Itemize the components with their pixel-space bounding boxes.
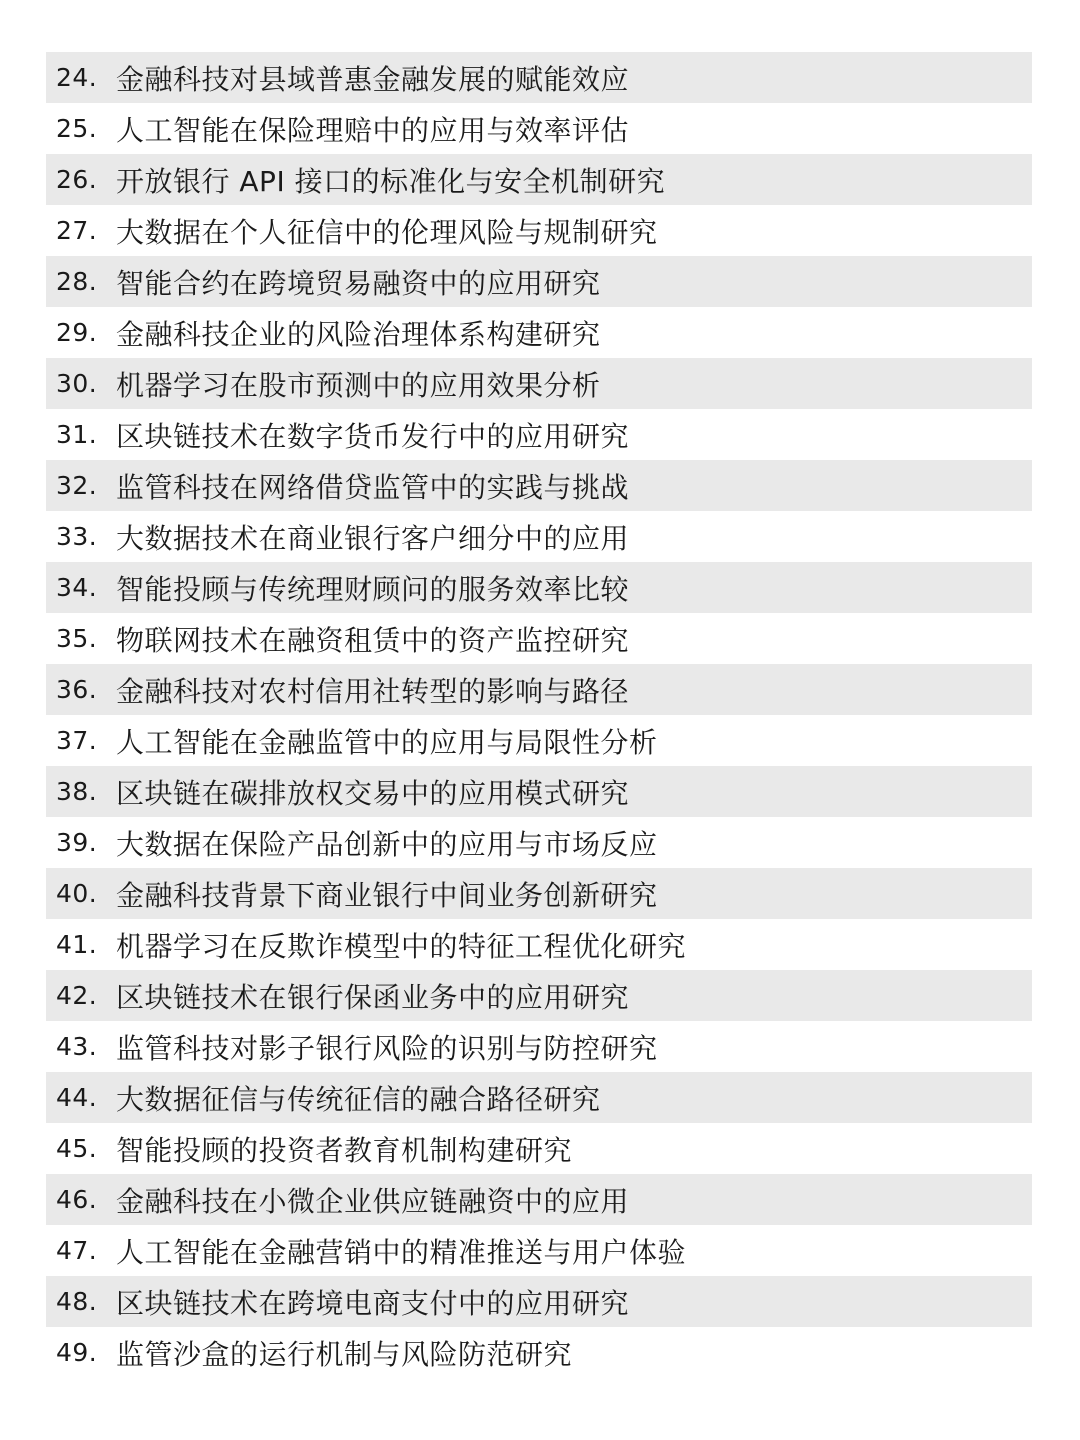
item-title: 监管沙盒的运行机制与风险防范研究 <box>116 1337 573 1371</box>
list-item <box>46 460 1032 511</box>
topic-list <box>46 52 1032 1378</box>
item-title: 大数据征信与传统征信的融合路径研究 <box>116 1082 601 1116</box>
item-number: 31. <box>56 420 98 449</box>
item-number: 49. <box>56 1338 98 1367</box>
item-title: 大数据技术在商业银行客户细分中的应用 <box>116 521 630 555</box>
item-number: 24. <box>56 63 98 92</box>
item-number: 46. <box>56 1185 98 1214</box>
item-number: 37. <box>56 726 98 755</box>
item-number: 26. <box>56 165 98 194</box>
item-number: 33. <box>56 522 98 551</box>
item-number: 35. <box>56 624 98 653</box>
item-number: 38. <box>56 777 98 806</box>
list-item <box>46 409 1032 460</box>
item-number: 42. <box>56 981 98 1010</box>
item-number: 48. <box>56 1287 98 1316</box>
list-item <box>46 103 1032 154</box>
item-number: 30. <box>56 369 98 398</box>
item-number: 40. <box>56 879 98 908</box>
list-item <box>46 868 1032 919</box>
list-item <box>46 766 1032 817</box>
item-number: 43. <box>56 1032 98 1061</box>
item-number: 45. <box>56 1134 98 1163</box>
list-item <box>46 1123 1032 1174</box>
item-title: 机器学习在股市预测中的应用效果分析 <box>116 368 601 402</box>
list-item <box>46 1072 1032 1123</box>
list-item <box>46 1021 1032 1072</box>
item-title: 大数据在保险产品创新中的应用与市场反应 <box>116 827 658 861</box>
item-title: 开放银行 API 接口的标准化与安全机制研究 <box>116 164 666 198</box>
list-item <box>46 919 1032 970</box>
item-title: 物联网技术在融资租赁中的资产监控研究 <box>116 623 630 657</box>
list-item <box>46 664 1032 715</box>
item-title: 人工智能在金融营销中的精准推送与用户体验 <box>116 1235 687 1269</box>
item-title: 金融科技在小微企业供应链融资中的应用 <box>116 1184 630 1218</box>
item-title: 金融科技背景下商业银行中间业务创新研究 <box>116 878 658 912</box>
item-title: 智能合约在跨境贸易融资中的应用研究 <box>116 266 601 300</box>
item-title: 监管科技对影子银行风险的识别与防控研究 <box>116 1031 658 1065</box>
list-item <box>46 613 1032 664</box>
list-item <box>46 52 1032 103</box>
list-item <box>46 358 1032 409</box>
item-title: 区块链技术在数字货币发行中的应用研究 <box>116 419 630 453</box>
item-number: 29. <box>56 318 98 347</box>
item-number: 44. <box>56 1083 98 1112</box>
item-title: 金融科技企业的风险治理体系构建研究 <box>116 317 601 351</box>
item-title: 金融科技对农村信用社转型的影响与路径 <box>116 674 630 708</box>
item-title: 区块链在碳排放权交易中的应用模式研究 <box>116 776 630 810</box>
item-number: 47. <box>56 1236 98 1265</box>
item-number: 25. <box>56 114 98 143</box>
list-item <box>46 562 1032 613</box>
list-item <box>46 715 1032 766</box>
item-number: 27. <box>56 216 98 245</box>
list-item <box>46 970 1032 1021</box>
list-item <box>46 511 1032 562</box>
item-number: 34. <box>56 573 98 602</box>
list-item <box>46 256 1032 307</box>
item-title: 智能投顾与传统理财顾问的服务效率比较 <box>116 572 630 606</box>
item-number: 41. <box>56 930 98 959</box>
item-number: 39. <box>56 828 98 857</box>
list-item <box>46 205 1032 256</box>
item-title: 区块链技术在跨境电商支付中的应用研究 <box>116 1286 630 1320</box>
list-item <box>46 1174 1032 1225</box>
list-item <box>46 817 1032 868</box>
item-number: 36. <box>56 675 98 704</box>
item-title: 监管科技在网络借贷监管中的实践与挑战 <box>116 470 630 504</box>
item-title: 区块链技术在银行保函业务中的应用研究 <box>116 980 630 1014</box>
item-title: 机器学习在反欺诈模型中的特征工程优化研究 <box>116 929 687 963</box>
list-item <box>46 307 1032 358</box>
item-number: 32. <box>56 471 98 500</box>
list-item <box>46 1225 1032 1276</box>
item-title: 大数据在个人征信中的伦理风险与规制研究 <box>116 215 658 249</box>
list-item <box>46 1327 1032 1378</box>
list-item <box>46 154 1032 205</box>
list-item <box>46 1276 1032 1327</box>
item-title: 人工智能在金融监管中的应用与局限性分析 <box>116 725 658 759</box>
item-title: 智能投顾的投资者教育机制构建研究 <box>116 1133 573 1167</box>
item-title: 人工智能在保险理赔中的应用与效率评估 <box>116 113 630 147</box>
item-number: 28. <box>56 267 98 296</box>
item-title: 金融科技对县域普惠金融发展的赋能效应 <box>116 62 630 96</box>
